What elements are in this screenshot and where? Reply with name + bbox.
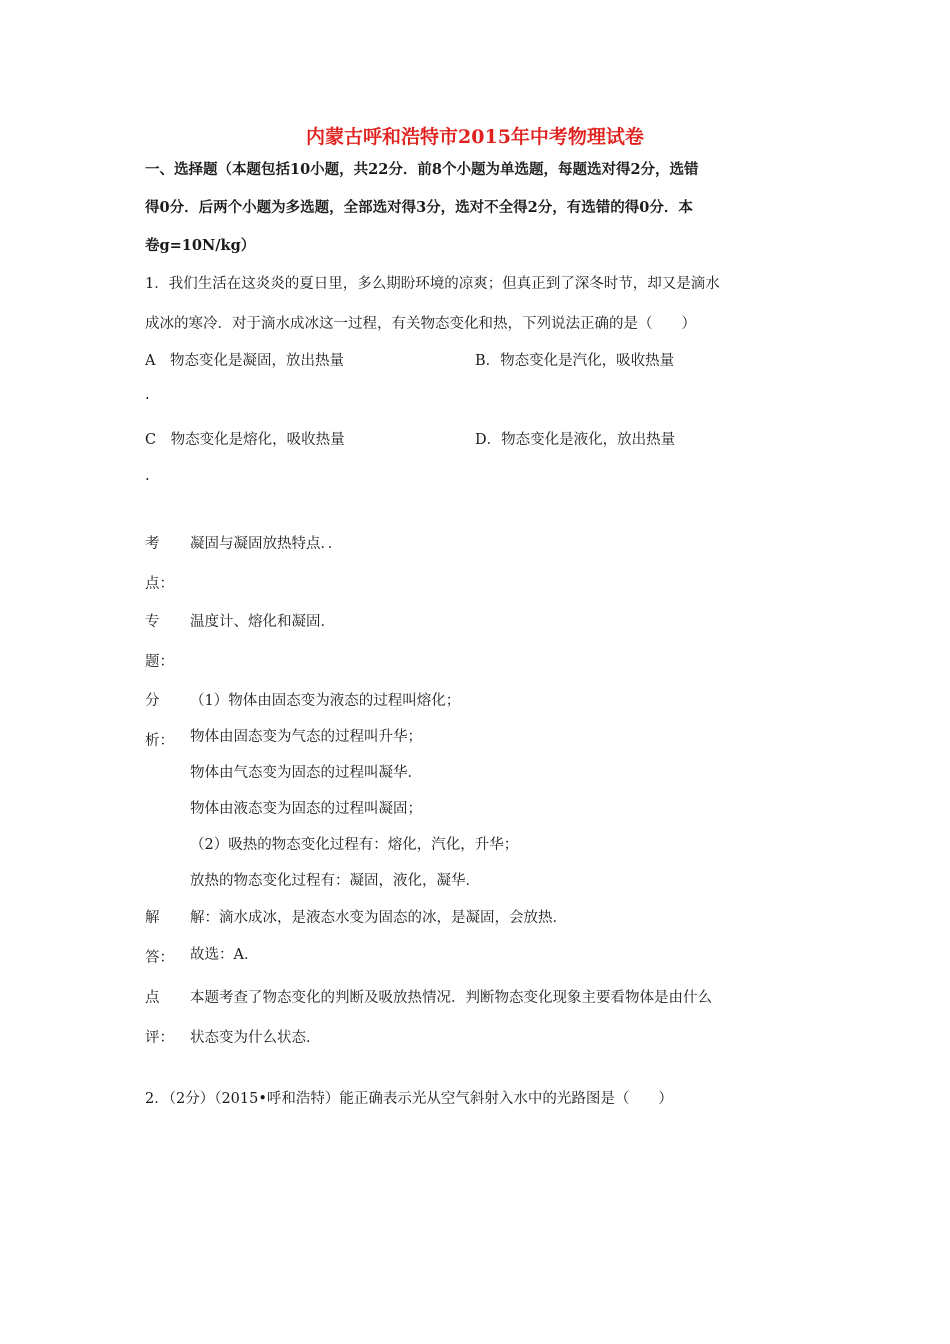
- analysis-dianping-label: 评：: [145, 1030, 174, 1046]
- analysis-jieda-label: 解: [145, 910, 160, 926]
- analysis-dianping-label: 点: [145, 990, 160, 1006]
- analysis-fenxi-line: 物体由液态变为固态的过程叫凝固；: [190, 801, 422, 817]
- option-b: B．物态变化是汽化，吸收热量: [475, 353, 675, 369]
- analysis-fenxi-line: （2）吸热的物态变化过程有：熔化，汽化，升华；: [190, 837, 519, 853]
- analysis-fenxi-label: 析：: [145, 733, 174, 749]
- option-a: A 物态变化是凝固，放出热量: [145, 353, 344, 369]
- option-d: D．物态变化是液化，放出热量: [475, 432, 676, 448]
- question-1-stem-line-2: 成冰的寒冷．对于滴水成冰这一过程，有关物态变化和热，下列说法正确的是（ ）: [145, 316, 696, 332]
- analysis-fenxi-line: 物体由固态变为气态的过程叫升华；: [190, 729, 422, 745]
- analysis-jieda-label: 答：: [145, 950, 174, 966]
- analysis-fenxi-line: （1）物体由固态变为液态的过程叫熔化；: [190, 693, 461, 709]
- section-instructions-line-1: 一、选择题（本题包括10小题，共22分．前8个小题为单选题，每题选对得2分，选错: [145, 161, 699, 178]
- analysis-zhuanti-label: 题：: [145, 654, 174, 670]
- analysis-kaodian-text: 凝固与凝固放热特点．．: [190, 536, 343, 552]
- section-instructions-line-2: 得0分．后两个小题为多选题，全部选对得3分，选对不全得2分，有选错的得0分．本: [145, 199, 693, 216]
- analysis-fenxi-label: 分: [145, 693, 160, 709]
- analysis-kaodian-label: 点：: [145, 576, 174, 592]
- section-instructions-line-3: 卷g=10N/kg）: [145, 237, 256, 254]
- analysis-fenxi-line: 放热的物态变化过程有：凝固，液化，凝华．: [190, 873, 480, 889]
- option-dot: .: [145, 387, 150, 403]
- analysis-zhuanti-text: 温度计、熔化和凝固．: [190, 614, 335, 630]
- analysis-dianping-line: 状态变为什么状态．: [190, 1030, 321, 1046]
- analysis-fenxi-line: 物体由气态变为固态的过程叫凝华．: [190, 765, 422, 781]
- analysis-dianping-line: 本题考查了物态变化的判断及吸放热情况．判断物态变化现象主要看物体是由什么: [190, 990, 712, 1006]
- analysis-jieda-line: 故选：A．: [190, 947, 259, 963]
- analysis-zhuanti-label: 专: [145, 614, 160, 630]
- analysis-kaodian-label: 考: [145, 536, 160, 552]
- question-1-stem-line-1: 1．我们生活在这炎炎的夏日里，多么期盼环境的凉爽；但真正到了深冬时节，却又是滴水: [145, 276, 720, 292]
- question-2-stem: 2．（2分）（2015•呼和浩特）能正确表示光从空气斜射入水中的光路图是（ ）: [145, 1091, 673, 1107]
- page-title: 内蒙古呼和浩特市2015年中考物理试卷: [306, 126, 644, 148]
- option-c: C 物态变化是熔化，吸收热量: [145, 432, 345, 448]
- analysis-jieda-line: 解：滴水成冰，是液态水变为固态的冰，是凝固，会放热．: [190, 910, 567, 926]
- option-dot: .: [145, 468, 150, 484]
